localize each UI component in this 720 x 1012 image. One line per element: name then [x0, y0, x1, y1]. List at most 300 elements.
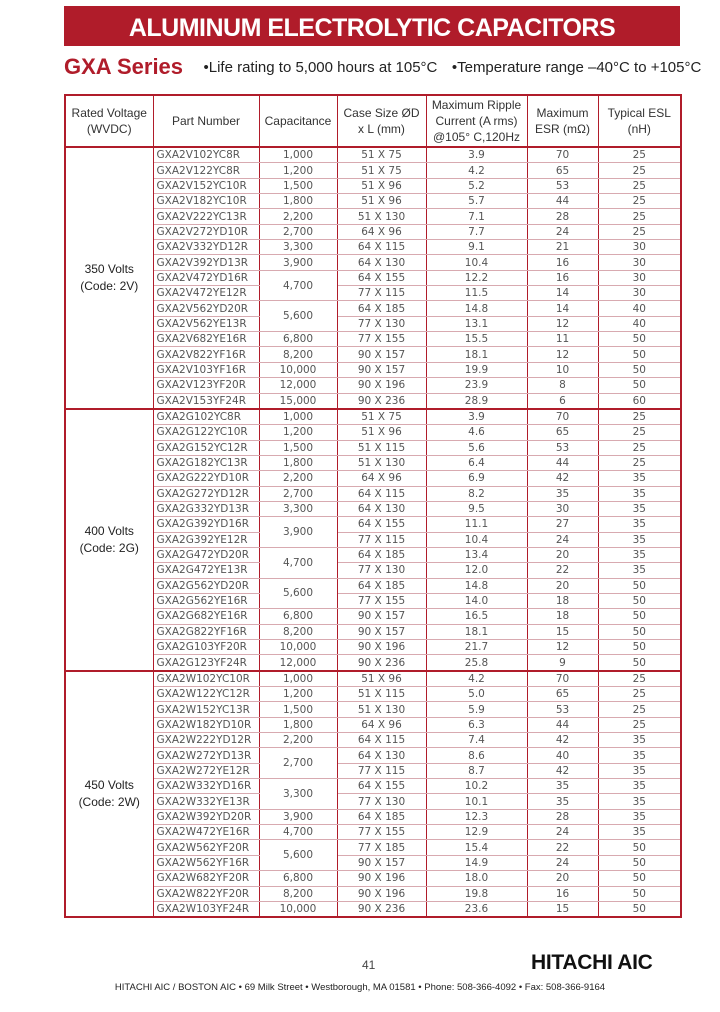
part-number-cell: GXA2V332YD12R: [153, 240, 259, 255]
max-esr-cell: 42: [527, 471, 598, 486]
max-esr-cell: 15: [527, 901, 598, 917]
page-number: 41: [362, 958, 376, 972]
table-row: [65, 163, 681, 178]
case-size-cell: 77 X 115: [337, 763, 426, 778]
part-number-cell: GXA2W102YC10R: [153, 671, 259, 687]
capacitance-cell: 1,800: [259, 455, 337, 470]
ripple-current-cell: 14.8: [426, 578, 527, 593]
max-esr-cell: 9: [527, 655, 598, 671]
part-number-cell: GXA2W272YD13R: [153, 748, 259, 763]
case-size-cell: 51 X 115: [337, 440, 426, 455]
capacitance-cell: 3,300: [259, 779, 337, 810]
ripple-current-cell: 23.6: [426, 901, 527, 917]
max-esr-cell: 21: [527, 240, 598, 255]
capacitance-cell: 5,600: [259, 578, 337, 609]
footer-address: HITACHI AIC / BOSTON AIC • 69 Milk Street • Westborough, MA 01581 • Phone: 508-366-4092 • Fax: 508-366-9164: [114, 982, 606, 993]
capacitance-cell: 2,200: [259, 209, 337, 224]
typical-esl-cell: 25: [598, 717, 681, 732]
max-esr-cell: 53: [527, 702, 598, 717]
table-row: [65, 640, 681, 655]
table-row: [65, 316, 681, 331]
capacitance-cell: 1,800: [259, 717, 337, 732]
capacitance-cell: 12,000: [259, 655, 337, 671]
max-esr-cell: 20: [527, 578, 598, 593]
ripple-current-cell: 13.1: [426, 316, 527, 331]
case-size-cell: 77 X 155: [337, 332, 426, 347]
case-size-cell: 77 X 130: [337, 316, 426, 331]
case-size-cell: 51 X 96: [337, 671, 426, 687]
max-esr-cell: 12: [527, 640, 598, 655]
case-size-cell: 77 X 155: [337, 825, 426, 840]
max-esr-cell: 10: [527, 362, 598, 377]
typical-esl-cell: 35: [598, 517, 681, 532]
table-row: [65, 409, 681, 425]
case-size-cell: 64 X 185: [337, 578, 426, 593]
max-esr-cell: 24: [527, 224, 598, 239]
capacitance-cell: 1,000: [259, 147, 337, 163]
header-max-esr: Maximum ESR (mΩ): [527, 95, 598, 147]
ripple-current-cell: 4.2: [426, 671, 527, 687]
ripple-current-cell: 28.9: [426, 393, 527, 409]
capacitance-cell: 3,900: [259, 255, 337, 270]
ripple-current-cell: 3.9: [426, 147, 527, 163]
part-number-cell: GXA2W222YD12R: [153, 733, 259, 748]
typical-esl-cell: 30: [598, 240, 681, 255]
voltage-label: 450 Volts: [84, 777, 134, 792]
part-number-cell: GXA2G152YC12R: [153, 440, 259, 455]
typical-esl-cell: 25: [598, 671, 681, 687]
table-row: [65, 440, 681, 455]
case-size-cell: 51 X 75: [337, 409, 426, 425]
part-number-cell: GXA2V182YC10R: [153, 194, 259, 209]
case-size-cell: 51 X 130: [337, 455, 426, 470]
ripple-current-cell: 18.1: [426, 347, 527, 362]
typical-esl-cell: 50: [598, 578, 681, 593]
part-number-cell: GXA2W562YF20R: [153, 840, 259, 855]
voltage-label: 350 Volts: [84, 261, 134, 276]
table-row: [65, 763, 681, 778]
max-esr-cell: 27: [527, 517, 598, 532]
case-size-cell: 77 X 130: [337, 794, 426, 809]
part-number-cell: GXA2G123YF24R: [153, 655, 259, 671]
ripple-current-cell: 8.7: [426, 763, 527, 778]
case-size-cell: 64 X 155: [337, 779, 426, 794]
table-row: [65, 393, 681, 409]
capacitance-cell: 10,000: [259, 640, 337, 655]
case-size-cell: 64 X 96: [337, 717, 426, 732]
typical-esl-cell: 25: [598, 194, 681, 209]
ripple-current-cell: 9.1: [426, 240, 527, 255]
case-size-cell: 90 X 157: [337, 624, 426, 639]
part-number-cell: GXA2W152YC13R: [153, 702, 259, 717]
capacitance-cell: 1,200: [259, 687, 337, 702]
table-header-row: [65, 95, 681, 147]
capacitance-cell: 4,700: [259, 825, 337, 840]
case-size-cell: 64 X 130: [337, 748, 426, 763]
table-row: [65, 547, 681, 562]
table-row: [65, 779, 681, 794]
ripple-current-cell: 14.8: [426, 301, 527, 316]
voltage-code: (Code: 2W): [78, 794, 140, 809]
capacitance-cell: 2,700: [259, 224, 337, 239]
typical-esl-cell: 40: [598, 301, 681, 316]
typical-esl-cell: 50: [598, 840, 681, 855]
case-size-cell: 51 X 96: [337, 178, 426, 193]
part-number-cell: GXA2W332YE13R: [153, 794, 259, 809]
part-number-cell: GXA2G332YD13R: [153, 501, 259, 516]
capacitance-cell: 8,200: [259, 347, 337, 362]
table-row: [65, 702, 681, 717]
max-esr-cell: 12: [527, 347, 598, 362]
typical-esl-cell: 25: [598, 409, 681, 425]
case-size-cell: 90 X 157: [337, 362, 426, 377]
max-esr-cell: 14: [527, 301, 598, 316]
ripple-current-cell: 12.9: [426, 825, 527, 840]
part-number-cell: GXA2V272YD10R: [153, 224, 259, 239]
typical-esl-cell: 35: [598, 486, 681, 501]
typical-esl-cell: 25: [598, 163, 681, 178]
typical-esl-cell: 35: [598, 563, 681, 578]
ripple-current-cell: 23.9: [426, 378, 527, 393]
capacitance-cell: 8,200: [259, 624, 337, 639]
case-size-cell: 64 X 96: [337, 224, 426, 239]
case-size-cell: 64 X 130: [337, 501, 426, 516]
max-esr-cell: 24: [527, 532, 598, 547]
capacitance-cell: 1,200: [259, 425, 337, 440]
part-number-cell: GXA2G562YD20R: [153, 578, 259, 593]
case-size-cell: 51 X 130: [337, 209, 426, 224]
table-row: [65, 471, 681, 486]
ripple-current-cell: 12.3: [426, 809, 527, 824]
ripple-current-cell: 16.5: [426, 609, 527, 624]
typical-esl-cell: 50: [598, 871, 681, 886]
capacitance-cell: 4,700: [259, 270, 337, 301]
case-size-cell: 64 X 185: [337, 809, 426, 824]
capacitance-cell: 1,500: [259, 702, 337, 717]
ripple-current-cell: 15.5: [426, 332, 527, 347]
capacitance-cell: 2,200: [259, 471, 337, 486]
typical-esl-cell: 25: [598, 702, 681, 717]
typical-esl-cell: 25: [598, 209, 681, 224]
capacitance-cell: 1,500: [259, 178, 337, 193]
max-esr-cell: 16: [527, 886, 598, 901]
capacitance-cell: 15,000: [259, 393, 337, 409]
max-esr-cell: 65: [527, 163, 598, 178]
ripple-current-cell: 5.7: [426, 194, 527, 209]
header-typical-esl: Typical ESL (nH): [598, 95, 681, 147]
spec-table: [64, 94, 682, 918]
ripple-current-cell: 10.2: [426, 779, 527, 794]
part-number-cell: GXA2G392YD16R: [153, 517, 259, 532]
max-esr-cell: 35: [527, 486, 598, 501]
part-number-cell: GXA2W272YE12R: [153, 763, 259, 778]
table-row: [65, 517, 681, 532]
part-number-cell: GXA2G222YD10R: [153, 471, 259, 486]
table-row: [65, 425, 681, 440]
part-number-cell: GXA2V102YC8R: [153, 147, 259, 163]
series-subheader: [64, 54, 702, 84]
part-number-cell: GXA2W332YD16R: [153, 779, 259, 794]
max-esr-cell: 65: [527, 687, 598, 702]
ripple-current-cell: 18.1: [426, 624, 527, 639]
table-row: [65, 624, 681, 639]
ripple-current-cell: 7.1: [426, 209, 527, 224]
part-number-cell: GXA2V392YD13R: [153, 255, 259, 270]
table-row: [65, 655, 681, 671]
header-ripple-current: Maximum Ripple Current (A rms) @105° C,120Hz: [426, 95, 527, 147]
part-number-cell: GXA2V122YC8R: [153, 163, 259, 178]
ripple-current-cell: 11.1: [426, 517, 527, 532]
ripple-current-cell: 25.8: [426, 655, 527, 671]
typical-esl-cell: 50: [598, 855, 681, 870]
part-number-cell: GXA2G392YE12R: [153, 532, 259, 547]
case-size-cell: 77 X 130: [337, 563, 426, 578]
capacitance-cell: 3,900: [259, 517, 337, 548]
capacitance-cell: 6,800: [259, 332, 337, 347]
capacitance-cell: 10,000: [259, 362, 337, 377]
typical-esl-cell: 25: [598, 224, 681, 239]
ripple-current-cell: 4.6: [426, 425, 527, 440]
ripple-current-cell: 10.4: [426, 255, 527, 270]
ripple-current-cell: 6.4: [426, 455, 527, 470]
case-size-cell: 90 X 196: [337, 886, 426, 901]
part-number-cell: GXA2V682YE16R: [153, 332, 259, 347]
capacitance-cell: 2,700: [259, 486, 337, 501]
max-esr-cell: 44: [527, 194, 598, 209]
part-number-cell: GXA2W682YF20R: [153, 871, 259, 886]
table-row: [65, 886, 681, 901]
max-esr-cell: 18: [527, 593, 598, 608]
part-number-cell: GXA2G682YE16R: [153, 609, 259, 624]
ripple-current-cell: 12.2: [426, 270, 527, 285]
table-row: [65, 147, 681, 163]
max-esr-cell: 22: [527, 563, 598, 578]
max-esr-cell: 24: [527, 825, 598, 840]
typical-esl-cell: 50: [598, 593, 681, 608]
part-number-cell: GXA2G122YC10R: [153, 425, 259, 440]
table-row: [65, 593, 681, 608]
voltage-code: (Code: 2V): [80, 278, 139, 293]
max-esr-cell: 15: [527, 624, 598, 639]
case-size-cell: 64 X 115: [337, 733, 426, 748]
max-esr-cell: 8: [527, 378, 598, 393]
table-row: [65, 733, 681, 748]
case-size-cell: 64 X 115: [337, 240, 426, 255]
capacitance-cell: 2,700: [259, 748, 337, 779]
max-esr-cell: 44: [527, 455, 598, 470]
ripple-current-cell: 14.9: [426, 855, 527, 870]
max-esr-cell: 70: [527, 671, 598, 687]
typical-esl-cell: 30: [598, 286, 681, 301]
max-esr-cell: 18: [527, 609, 598, 624]
max-esr-cell: 20: [527, 871, 598, 886]
capacitance-cell: 1,000: [259, 409, 337, 425]
case-size-cell: 64 X 185: [337, 301, 426, 316]
case-size-cell: 77 X 115: [337, 532, 426, 547]
table-row: [65, 578, 681, 593]
table-row: [65, 687, 681, 702]
typical-esl-cell: 35: [598, 763, 681, 778]
max-esr-cell: 28: [527, 209, 598, 224]
typical-esl-cell: 50: [598, 624, 681, 639]
part-number-cell: GXA2V152YC10R: [153, 178, 259, 193]
capacitance-cell: 5,600: [259, 301, 337, 332]
typical-esl-cell: 35: [598, 532, 681, 547]
rated-voltage-cell: [65, 671, 153, 918]
case-size-cell: 90 X 236: [337, 393, 426, 409]
typical-esl-cell: 50: [598, 347, 681, 362]
capacitance-cell: 1,500: [259, 440, 337, 455]
case-size-cell: 51 X 96: [337, 194, 426, 209]
max-esr-cell: 14: [527, 286, 598, 301]
table-row: [65, 840, 681, 855]
capacitance-cell: 3,300: [259, 501, 337, 516]
typical-esl-cell: 50: [598, 655, 681, 671]
table-row: [65, 871, 681, 886]
part-number-cell: GXA2V472YD16R: [153, 270, 259, 285]
ripple-current-cell: 6.9: [426, 471, 527, 486]
typical-esl-cell: 25: [598, 147, 681, 163]
header-case-size: Case Size ØD x L (mm): [337, 95, 426, 147]
max-esr-cell: 44: [527, 717, 598, 732]
ripple-current-cell: 19.8: [426, 886, 527, 901]
max-esr-cell: 65: [527, 425, 598, 440]
table-row: [65, 532, 681, 547]
ripple-current-cell: 7.7: [426, 224, 527, 239]
part-number-cell: GXA2G562YE16R: [153, 593, 259, 608]
ripple-current-cell: 13.4: [426, 547, 527, 562]
ripple-current-cell: 18.0: [426, 871, 527, 886]
part-number-cell: GXA2V822YF16R: [153, 347, 259, 362]
typical-esl-cell: 25: [598, 687, 681, 702]
ripple-current-cell: 5.6: [426, 440, 527, 455]
part-number-cell: GXA2V103YF16R: [153, 362, 259, 377]
ripple-current-cell: 5.0: [426, 687, 527, 702]
table-row: [65, 671, 681, 687]
table-row: [65, 362, 681, 377]
max-esr-cell: 42: [527, 763, 598, 778]
table-row: [65, 794, 681, 809]
case-size-cell: 64 X 115: [337, 486, 426, 501]
feature-temperature-range: •Temperature range –40°C to +105°C: [451, 58, 702, 76]
max-esr-cell: 12: [527, 316, 598, 331]
capacitance-cell: 12,000: [259, 378, 337, 393]
part-number-cell: GXA2W392YD20R: [153, 809, 259, 824]
page-title: ALUMINUM ELECTROLYTIC CAPACITORS: [128, 14, 616, 42]
part-number-cell: GXA2W122YC12R: [153, 687, 259, 702]
ripple-current-cell: 21.7: [426, 640, 527, 655]
table-row: [65, 809, 681, 824]
spec-table-body: [65, 147, 681, 917]
header-capacitance: Capacitance: [259, 95, 337, 147]
capacitance-cell: 6,800: [259, 609, 337, 624]
ripple-current-cell: 5.9: [426, 702, 527, 717]
part-number-cell: GXA2G103YF20R: [153, 640, 259, 655]
table-row: [65, 224, 681, 239]
max-esr-cell: 28: [527, 809, 598, 824]
voltage-label: 400 Volts: [84, 523, 134, 538]
rated-voltage-cell: [65, 409, 153, 671]
ripple-current-cell: 5.2: [426, 178, 527, 193]
ripple-current-cell: 6.3: [426, 717, 527, 732]
part-number-cell: GXA2W822YF20R: [153, 886, 259, 901]
case-size-cell: 64 X 155: [337, 517, 426, 532]
table-row: [65, 501, 681, 516]
table-row: [65, 609, 681, 624]
typical-esl-cell: 25: [598, 425, 681, 440]
typical-esl-cell: 35: [598, 501, 681, 516]
part-number-cell: GXA2G272YD12R: [153, 486, 259, 501]
case-size-cell: 51 X 130: [337, 702, 426, 717]
max-esr-cell: 70: [527, 147, 598, 163]
typical-esl-cell: 25: [598, 440, 681, 455]
ripple-current-cell: 11.5: [426, 286, 527, 301]
ripple-current-cell: 3.9: [426, 409, 527, 425]
typical-esl-cell: 35: [598, 794, 681, 809]
part-number-cell: GXA2V153YF24R: [153, 393, 259, 409]
capacitance-cell: 1,000: [259, 671, 337, 687]
part-number-cell: GXA2W103YF24R: [153, 901, 259, 917]
rated-voltage-cell: [65, 147, 153, 409]
table-row: [65, 825, 681, 840]
typical-esl-cell: 35: [598, 779, 681, 794]
case-size-cell: 64 X 130: [337, 255, 426, 270]
part-number-cell: GXA2W182YD10R: [153, 717, 259, 732]
table-row: [65, 194, 681, 209]
max-esr-cell: 53: [527, 178, 598, 193]
typical-esl-cell: 50: [598, 378, 681, 393]
table-row: [65, 855, 681, 870]
typical-esl-cell: 50: [598, 609, 681, 624]
typical-esl-cell: 40: [598, 316, 681, 331]
case-size-cell: 64 X 155: [337, 270, 426, 285]
case-size-cell: 90 X 157: [337, 609, 426, 624]
typical-esl-cell: 35: [598, 809, 681, 824]
part-number-cell: GXA2V123YF20R: [153, 378, 259, 393]
typical-esl-cell: 30: [598, 270, 681, 285]
case-size-cell: 90 X 157: [337, 855, 426, 870]
ripple-current-cell: 12.0: [426, 563, 527, 578]
part-number-cell: GXA2W562YF16R: [153, 855, 259, 870]
max-esr-cell: 30: [527, 501, 598, 516]
case-size-cell: 51 X 75: [337, 163, 426, 178]
case-size-cell: 90 X 196: [337, 378, 426, 393]
max-esr-cell: 20: [527, 547, 598, 562]
capacitance-cell: 1,800: [259, 194, 337, 209]
case-size-cell: 90 X 236: [337, 901, 426, 917]
part-number-cell: GXA2G102YC8R: [153, 409, 259, 425]
table-row: [65, 347, 681, 362]
max-esr-cell: 24: [527, 855, 598, 870]
case-size-cell: 90 X 157: [337, 347, 426, 362]
table-row: [65, 286, 681, 301]
header-part-number: Part Number: [153, 95, 259, 147]
header-rated-voltage: Rated Voltage (WVDC): [65, 95, 153, 147]
spec-table-container: [64, 94, 680, 918]
ripple-current-cell: 15.4: [426, 840, 527, 855]
part-number-cell: GXA2G472YE13R: [153, 563, 259, 578]
case-size-cell: 90 X 196: [337, 640, 426, 655]
typical-esl-cell: 25: [598, 455, 681, 470]
capacitance-cell: 1,200: [259, 163, 337, 178]
capacitance-cell: 3,300: [259, 240, 337, 255]
max-esr-cell: 53: [527, 440, 598, 455]
max-esr-cell: 70: [527, 409, 598, 425]
table-row: [65, 209, 681, 224]
table-row: [65, 455, 681, 470]
capacitance-cell: 4,700: [259, 547, 337, 578]
max-esr-cell: 16: [527, 270, 598, 285]
